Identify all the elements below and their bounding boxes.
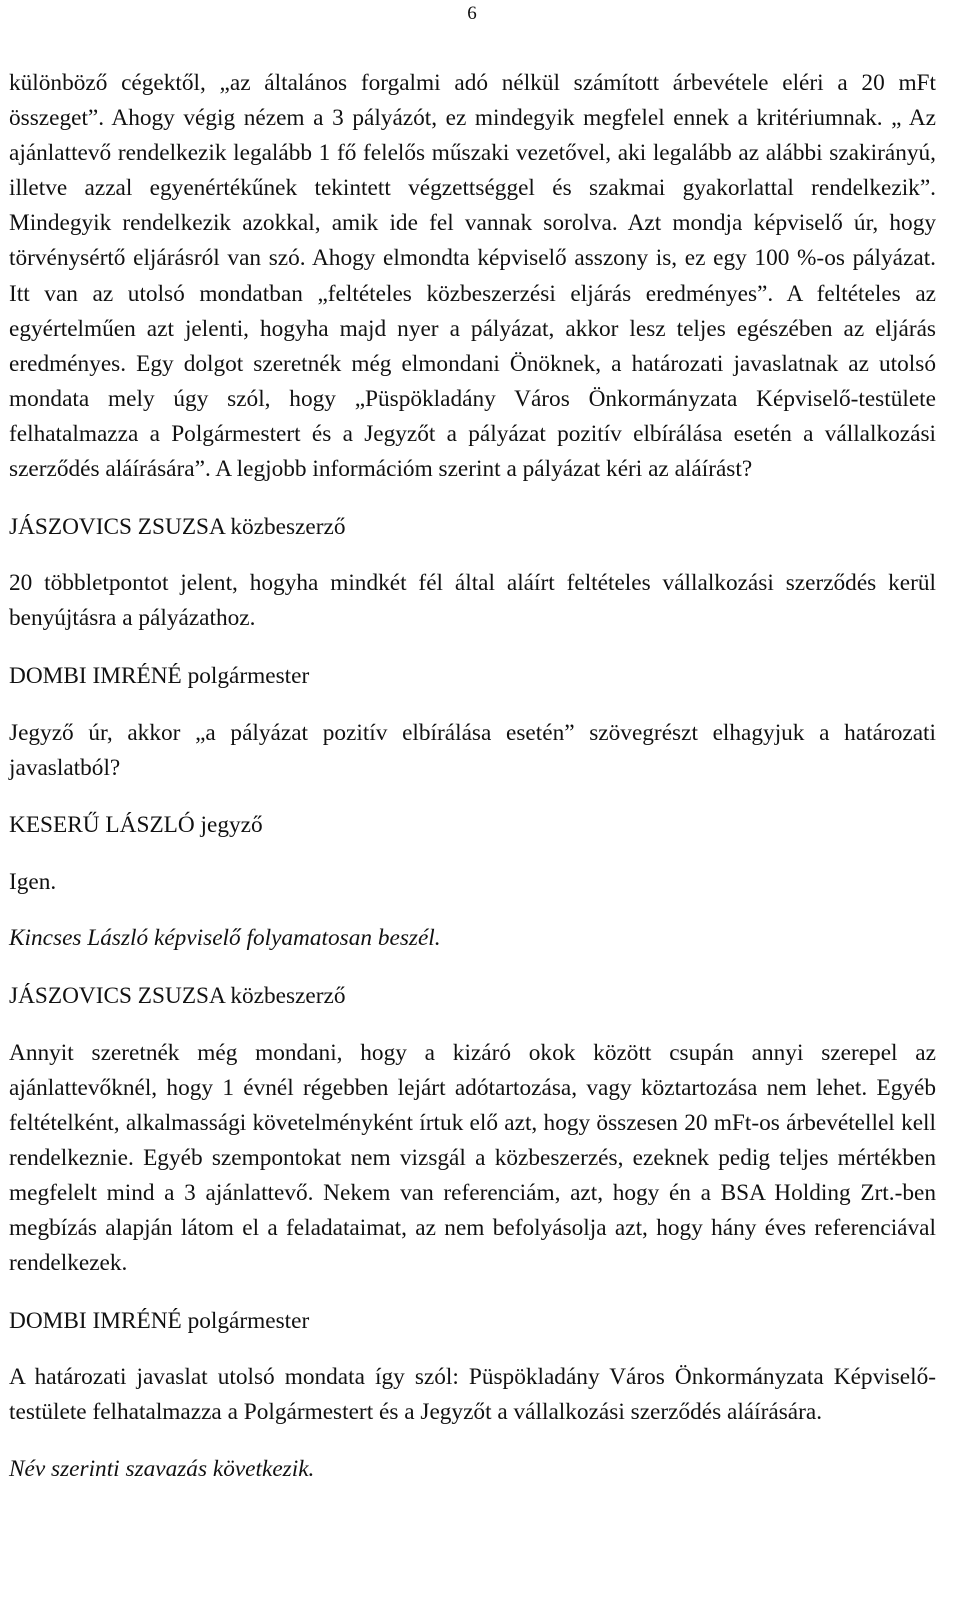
- paragraph: A határozati javaslat utolsó mondata így szól: Püspökladány Város Önkormányzata Képviselő-testülete felhatalmazza a Polgármestert és a Jegyzőt a vállalkozási szerződés aláírására.: [9, 1364, 936, 1426]
- document-body: [9, 66, 936, 1487]
- italic-note: Név szerinti szavazás következik.: [9, 1456, 315, 1482]
- paragraph: Igen.: [9, 868, 57, 895]
- speaker-name: JÁSZOVICS ZSUZSA közbeszerző: [9, 513, 346, 540]
- paragraph: 20 többletpontot jelent, hogyha mindkét fél által aláírt feltételes vállalkozási szerződés kerül benyújtásra a pályázathoz.: [9, 570, 936, 632]
- speaker-name: KESERŰ LÁSZLÓ jegyző: [9, 812, 263, 839]
- paragraph: különböző cégektől, „az általános forgalmi adó nélkül számított árbevétele eléri a 20 mFt összeget”. Ahogy végig nézem a 3 pályázót, ez mindegyik megfelel ennek a kritériumnak. „ Az ajánlattevő rendelkezik legalább 1 fő felelős műszaki vezetővel, aki legalább az alábbi szakirányú, illetve azzal egyenértékűnek tekintett végzettséggel és szakmai gyakorlattal rendelkezik”. Mindegyik rendelkezik azokkal, amik ide fel vannak sorolva. Azt mondja képviselő úr, hogy törvénysértő eljárásról van szó. Ahogy elmondta képviselő asszony is, ez egy 100 %-os pályázat. Itt van az utolsó mondatban „feltételes közbeszerzési eljárás eredményes”. A feltételes az egyértelműen azt jelenti, hogyha majd nyer a pályázat, akkor lesz teljes egészében az eljárás eredményes. Egy dolgot szeretnék még elmondani Önöknek, a határozati javaslatnak az utolsó mondata mely úgy szól, hogy „Püspökladány Város Önkormányzata Képviselő-testülete felhatalmazza a Polgármestert és a Jegyzőt a pályázat pozitív elbírálása esetén a vállalkozási szerződés aláírására”. A legjobb információm szerint a pályázat kéri az aláírást?: [9, 70, 936, 483]
- speaker-name: JÁSZOVICS ZSUZSA közbeszerző: [9, 982, 346, 1009]
- speaker-name: DOMBI IMRÉNÉ polgármester: [9, 662, 310, 689]
- paragraph: Jegyző úr, akkor „a pályázat pozitív elbírálása esetén” szövegrészt elhagyjuk a határozati javaslatból?: [9, 719, 936, 781]
- paragraph: Annyit szeretnék még mondani, hogy a kizáró okok között csupán annyi szerepel az ajánlattevőknél, hogy 1 évnél régebben lejárt adótartozása, vagy köztartozása nem lehet. Egyéb feltételként, alkalmassági követelményként írtuk elő azt, hogy összesen 20 mFt-os árbevétellel kell rendelkeznie. Egyéb szempontokat nem vizsgál a közbeszerzés, ezeknek pedig teljes mértékben megfelelt mind a 3 ajánlattevő. Nekem van referenciám, azt, hogy én a BSA Holding Zrt.-ben megbízás alapján látom el a feladataimat, az nem befolyásolja azt, hogy hány éves referenciával rendelkezek.: [9, 1039, 936, 1277]
- page-number: 6: [467, 3, 477, 24]
- italic-note: Kincses László képviselő folyamatosan beszél.: [9, 925, 441, 952]
- speaker-name: DOMBI IMRÉNÉ polgármester: [9, 1307, 310, 1334]
